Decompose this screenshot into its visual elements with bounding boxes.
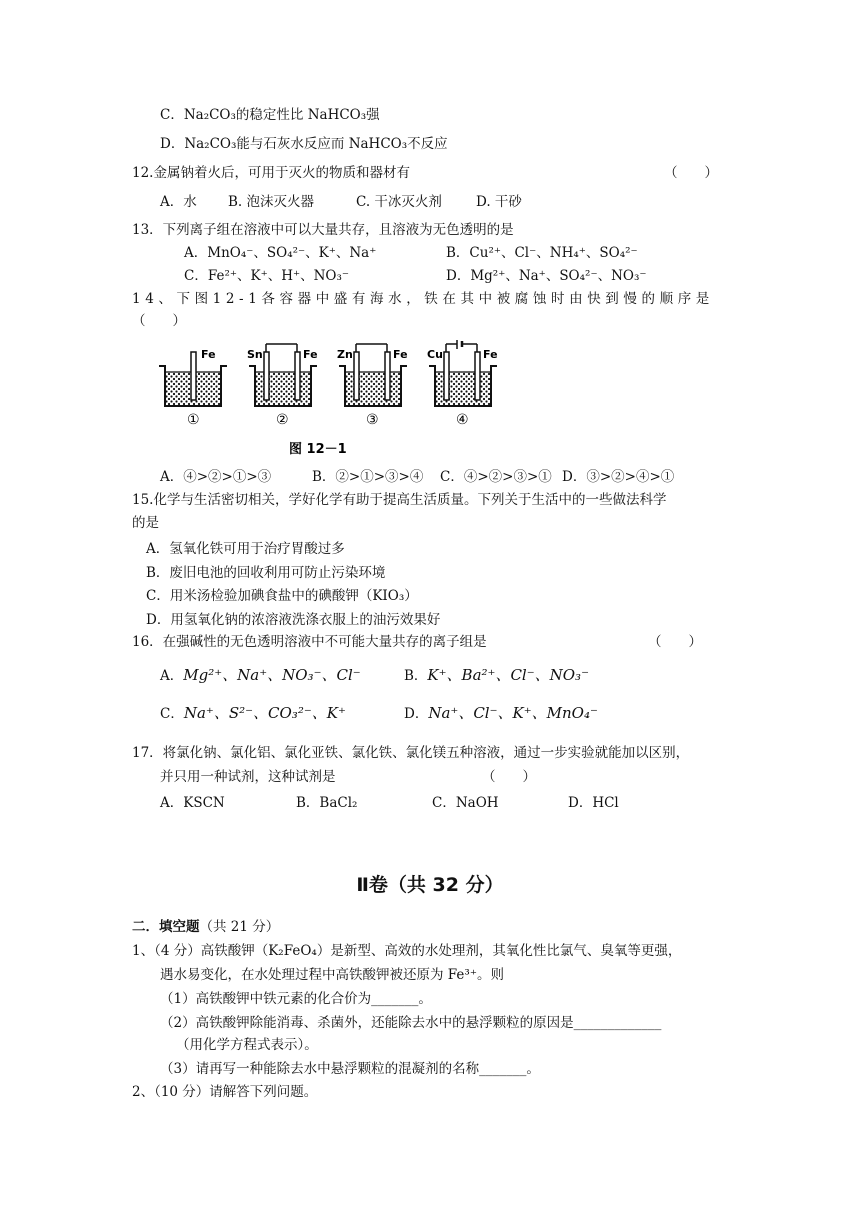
beaker-1 <box>159 348 227 428</box>
q15-stem-line2: 的是 <box>132 515 159 531</box>
q14-option-a: A．④>②>①>③ <box>160 469 272 485</box>
p1-sub2: （2）高铁酸钾除能消毒、杀菌外，还能除去水中的悬浮颗粒的原因是_____________ <box>160 1015 662 1031</box>
fe-electrode-1 <box>191 352 196 400</box>
label-sn: Sn <box>247 348 263 361</box>
q16-option-d-ions: Na⁺、Cl⁻、K⁺、MnO₄⁻ <box>428 704 598 722</box>
section-2-title: Ⅱ卷（共 32 分） <box>356 874 504 896</box>
q16-option-c <box>160 704 346 723</box>
q12-bracket: （ ） <box>664 165 718 181</box>
q17-option-c: C．NaOH <box>432 795 499 811</box>
q14-option-d: D．③>②>④>① <box>562 469 675 485</box>
fill-in-heading <box>132 918 279 936</box>
q16-option-c-ions: Na⁺、S²⁻、CO₃²⁻、K⁺ <box>183 704 346 722</box>
q17-stem-line2: 并只用一种试剂，这种试剂是 <box>160 769 336 785</box>
q12-option-b: B. 泡沫灭火器 <box>228 194 315 210</box>
q16-option-b-label: B． <box>404 668 428 684</box>
p2-line1: 2、（10 分）请解答下列问题。 <box>132 1084 318 1100</box>
q13-option-d: D．Mg²⁺、Na⁺、SO₄²⁻、NO₃⁻ <box>446 268 647 284</box>
q12-option-c: C. 干冰灭火剂 <box>356 194 442 210</box>
fill-in-heading-bold: 二．填空题 <box>132 919 200 935</box>
q11-option-c: C．Na₂CO₃的稳定性比 NaHCO₃强 <box>160 107 380 123</box>
q13-option-a: A．MnO₄⁻、SO₄²⁻、K⁺、Na⁺ <box>184 245 377 261</box>
q15-stem-line1: 15.化学与生活密切相关，学好化学有助于提高生活质量。下列关于生活中的一些做法科学 <box>132 492 667 508</box>
p1-sub2b: （用化学方程式表示）。 <box>176 1037 318 1053</box>
q15-option-a: A．氢氧化铁可用于治疗胃酸过多 <box>146 541 345 557</box>
label-zn: Zn <box>337 348 353 361</box>
num-1: ① <box>187 412 200 428</box>
q14-option-c: C．④>②>③>① <box>440 469 552 485</box>
q15-option-b: B．废旧电池的回收利用可防止污染环境 <box>146 565 386 581</box>
q17-stem-line1: 17．将氯化钠、氯化铝、氯化亚铁、氯化铁、氯化镁五种溶液，通过一步实验就能加以区别， <box>132 745 690 761</box>
figure-12-1 <box>155 340 535 465</box>
q15-option-d: D．用氢氧化钠的浓溶液洗涤衣服上的油污效果好 <box>146 612 441 628</box>
label-fe-1: Fe <box>201 348 216 361</box>
q16-option-a <box>160 666 361 685</box>
p1-sub3: （3）请再写一种能除去水中悬浮颗粒的混凝剂的名称_______。 <box>160 1061 540 1077</box>
q12-option-a: A．水 <box>160 194 197 210</box>
label-cu: Cu <box>427 348 443 361</box>
label-fe-3: Fe <box>393 348 408 361</box>
q14-stem: 14、下图12-1各容器中盛有海水，铁在其中被腐蚀时由快到慢的顺序是 <box>132 291 714 307</box>
figure-caption: 图 12－1 <box>289 442 347 457</box>
q14-option-b: B．②>①>③>④ <box>312 469 424 485</box>
p1-sub1: （1）高铁酸钾中铁元素的化合价为_______。 <box>160 991 432 1007</box>
q16-bracket: （ ） <box>648 634 702 650</box>
q16-option-a-ions: Mg²⁺、Na⁺、NO₃⁻、Cl⁻ <box>183 666 361 684</box>
q13-stem: 13．下列离子组在溶液中可以大量共存，且溶液为无色透明的是 <box>132 222 514 238</box>
num-3: ③ <box>366 412 379 428</box>
q12-stem: 12.金属钠着火后，可用于灭火的物质和器材有 <box>132 165 410 181</box>
q16-option-b <box>404 666 589 685</box>
q16-option-d-label: D． <box>404 706 429 722</box>
q14-bracket: （ ） <box>132 313 186 329</box>
q16-option-c-label: C． <box>160 706 184 722</box>
label-fe-2: Fe <box>303 348 318 361</box>
q16-option-b-ions: K⁺、Ba²⁺、Cl⁻、NO₃⁻ <box>427 666 589 684</box>
q17-option-a: A．KSCN <box>160 795 225 811</box>
num-2: ② <box>276 412 289 428</box>
beaker-3 <box>337 344 408 428</box>
q12-option-d: D. 干砂 <box>476 194 522 210</box>
p1-line1: 1、（4 分）高铁酸钾（K₂FeO₄）是新型、高效的水处理剂，其氧化性比氯气、臭氧等更强， <box>132 943 682 959</box>
q11-option-d: D．Na₂CO₃能与石灰水反应而 NaHCO₃不反应 <box>160 136 448 152</box>
q13-option-b: B．Cu²⁺、Cl⁻、NH₄⁺、SO₄²⁻ <box>446 245 638 261</box>
p1-line2: 遇水易变化，在水处理过程中高铁酸钾被还原为 Fe³⁺。则 <box>160 967 504 983</box>
q17-option-d: D．HCl <box>568 795 619 811</box>
q16-option-d <box>404 704 598 723</box>
q17-option-b: B．BaCl₂ <box>296 795 358 811</box>
q16-option-a-label: A． <box>160 668 184 684</box>
fill-in-heading-rest: （共 21 分） <box>199 919 280 935</box>
q17-bracket: （ ） <box>482 769 536 785</box>
q13-option-c: C．Fe²⁺、K⁺、H⁺、NO₃⁻ <box>184 268 350 284</box>
q15-option-c: C．用米汤检验加碘食盐中的碘酸钾（KIO₃） <box>146 588 418 604</box>
beaker-4 <box>427 340 498 428</box>
num-4: ④ <box>456 412 469 428</box>
label-fe-4: Fe <box>483 348 498 361</box>
beaker-2 <box>247 344 318 428</box>
q16-stem: 16．在强碱性的无色透明溶液中不可能大量共存的离子组是 <box>132 634 487 650</box>
